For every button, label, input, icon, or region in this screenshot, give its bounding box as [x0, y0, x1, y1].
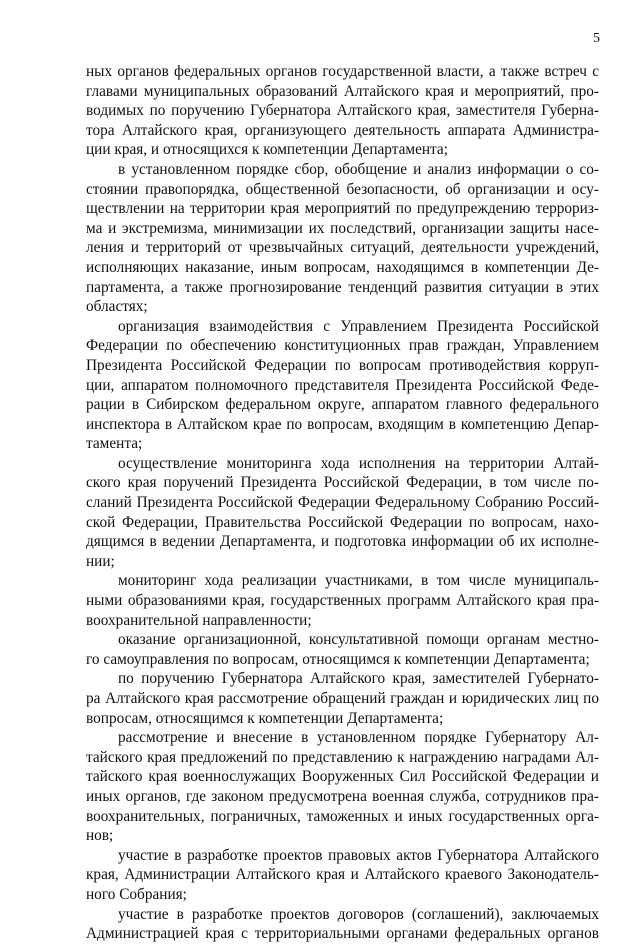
- text-line: ления и территорий от чрезвычайных ситуаций, деятельности учреждений,: [86, 239, 599, 257]
- text-line: тайского края предложений по представлению к награждению наградами Ал-: [86, 748, 599, 766]
- paragraph: [86, 846, 599, 905]
- text-line: областях;: [86, 298, 148, 316]
- text-line: участие в разработке проектов правовых актов Губернатора Алтайского: [118, 846, 599, 864]
- paragraph: [86, 630, 599, 669]
- text-line: рации в Сибирском федеральном округе, аппаратом главного федерального: [86, 396, 599, 414]
- text-line: ма и экстремизма, минимизации их последствий, организации защиты насе-: [86, 219, 599, 237]
- text-line: сланий Президента Российской Федерации Федеральному Собранию Россий-: [86, 494, 599, 512]
- text-line: ных органов федеральных органов государственной власти, а также встреч с: [86, 63, 599, 80]
- text-line: главами муниципальных образований Алтайского края и мероприятий, про-: [86, 82, 599, 100]
- text-line: Федерации по обеспечению конституционных прав граждан, Управлением: [86, 337, 599, 355]
- text-line: ции, аппаратом полномочного представителя Президента Российской Феде-: [86, 376, 599, 394]
- text-line: партамента, а также прогнозирование тенденций развития ситуации в этих: [86, 278, 599, 296]
- text-line: Администрацией края с территориальными органами федеральных органов: [86, 925, 599, 943]
- text-line: иных органов, где законом предусмотрена военная служба, сотрудников пра-: [86, 787, 599, 805]
- text-line: дящимся в ведении Департамента, и подготовка информации об их исполне-: [86, 533, 599, 551]
- paragraph: [86, 728, 599, 846]
- paragraph: [86, 317, 599, 454]
- paragraph: [86, 571, 599, 630]
- text-line: рассмотрение и внесение в установленном порядке Губернатору Ал-: [118, 729, 599, 747]
- text-line: ской Федерации, Правительства Российской Федерации по вопросам, нахо-: [86, 513, 599, 531]
- paragraph: [86, 160, 599, 317]
- text-line: стоянии правопорядка, общественной безопасности, об организации и осу-: [86, 180, 599, 198]
- text-line: тамента;: [86, 435, 143, 453]
- text-line: го самоуправления по вопросам, относящимся к компетенции Департамента;: [86, 650, 590, 668]
- paragraph: [86, 669, 599, 728]
- text-line: нии;: [86, 552, 115, 570]
- text-line: ра Алтайского края рассмотрение обращений граждан и юридических лиц по: [86, 690, 599, 707]
- text-line: мониторинг хода реализации участниками, в том числе муниципаль-: [118, 572, 599, 590]
- text-line: в установленном порядке сбор, обобщение и анализ информации о со-: [118, 160, 599, 178]
- page-number: 5: [593, 31, 600, 46]
- text-line: ными образованиями края, государственных программ Алтайского края пра-: [86, 592, 599, 610]
- text-line: вопросам, относящимся к компетенции Департамента;: [86, 709, 444, 727]
- text-line: осуществление мониторинга хода исполнения на территории Алтай-: [118, 454, 599, 472]
- text-line: ского края поручений Президента Российской Федерации, в том числе по-: [86, 474, 599, 492]
- text-line: водимых по поручению Губернатора Алтайского края, заместителя Губерна-: [86, 102, 599, 120]
- text-line: тора Алтайского края, организующего деятельность аппарата Администра-: [86, 121, 599, 139]
- text-line: нов;: [86, 827, 114, 845]
- text-line: ции края, и относящихся к компетенции Департамента;: [86, 141, 448, 159]
- text-line: края, Администрации Алтайского края и Алтайского краевого Законодатель-: [86, 866, 599, 884]
- text-line: Президента Российской Федерации по вопросам противодействия корруп-: [86, 356, 599, 374]
- text-line: тайского края военнослужащих Вооруженных Сил Российской Федерации и: [86, 768, 599, 786]
- text-line: инспектора в Алтайском крае по вопросам, входящим в компетенцию Депар-: [86, 415, 599, 433]
- text-line: воохранительных, пограничных, таможенных и иных государственных орга-: [86, 807, 599, 825]
- text-line: организация взаимодействия с Управлением Президента Российской: [118, 317, 599, 335]
- text-line: по поручению Губернатора Алтайского края, заместителей Губернато-: [118, 670, 599, 688]
- text-line: участие в разработке проектов договоров (соглашений), заключаемых: [118, 905, 599, 923]
- paragraph: [86, 905, 599, 944]
- text-line: ного Собрания;: [86, 885, 187, 903]
- text-line: исполняющих наказание, иным вопросам, находящимся в компетенции Де-: [86, 258, 599, 276]
- text-line: ществлении на территории края мероприятий по предупреждению террориз-: [86, 200, 599, 218]
- paragraph: [86, 454, 599, 572]
- document-body: [86, 62, 599, 944]
- paragraph: [86, 62, 599, 160]
- text-line: оказание организационной, консультативной помощи органам местно-: [118, 631, 599, 649]
- text-line: воохранительной направленности;: [86, 611, 312, 629]
